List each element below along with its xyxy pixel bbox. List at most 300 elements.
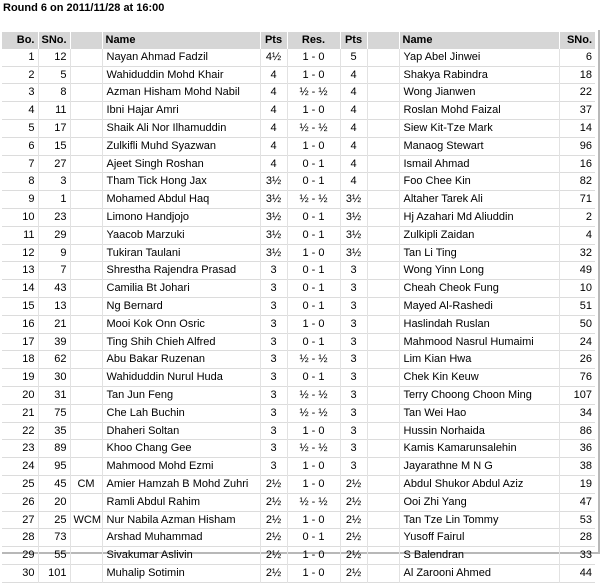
- start-number-2-cell: 107: [559, 386, 595, 404]
- col-header-pts-2[interactable]: Pts: [340, 32, 367, 49]
- start-number-cell: 1: [38, 191, 70, 209]
- player-name-cell: Amier Hamzah B Mohd Zuhri: [102, 475, 260, 493]
- board-number-cell: 10: [22, 210, 35, 223]
- points-cell: 3: [260, 315, 287, 333]
- points-2-cell: 3: [340, 386, 367, 404]
- start-number-2-cell: 18: [559, 66, 595, 84]
- table-row: [2, 547, 595, 565]
- result-cell: 0 - 1: [287, 369, 340, 387]
- start-number-2-cell: 14: [559, 119, 595, 137]
- player-title-2-cell: [367, 49, 399, 66]
- player-title-2-cell: [367, 191, 399, 209]
- player-name-2-cell: Hussin Norhaida: [399, 422, 559, 440]
- start-number-cell: 31: [38, 386, 70, 404]
- points-cell: 4: [260, 119, 287, 137]
- player-name-cell: Sivakumar Aslivin: [102, 547, 260, 565]
- start-number-cell: 75: [38, 404, 70, 422]
- table-row: [2, 262, 595, 280]
- player-name-2-cell: Mayed Al-Rashedi: [399, 297, 559, 315]
- points-2-cell: 2½: [340, 475, 367, 493]
- table-row: [2, 280, 595, 298]
- board-number-cell: 16: [22, 317, 35, 330]
- start-number-2-cell: 19: [559, 475, 595, 493]
- player-name-2-cell: Tan Li Ting: [399, 244, 559, 262]
- start-number-2-cell: 26: [559, 351, 595, 369]
- table-row: [2, 351, 595, 369]
- points-2-cell: 3: [340, 297, 367, 315]
- player-name-cell: Khoo Chang Gee: [102, 440, 260, 458]
- table-row: [2, 84, 595, 102]
- player-name-2-cell: Mahmood Nasrul Humaimi: [399, 333, 559, 351]
- points-cell: 3: [260, 280, 287, 298]
- player-name-cell: Ting Shih Chieh Alfred: [102, 333, 260, 351]
- start-number-cell: 7: [38, 262, 70, 280]
- points-cell: 2½: [260, 547, 287, 565]
- points-2-cell: 4: [340, 119, 367, 137]
- col-header-title-2[interactable]: [367, 32, 399, 49]
- start-number-2-cell: 47: [559, 493, 595, 511]
- board-number-cell: 8: [28, 175, 35, 188]
- points-cell: 3: [260, 262, 287, 280]
- player-title-cell: [70, 351, 102, 369]
- points-2-cell: 3½: [340, 208, 367, 226]
- table-row: [2, 529, 595, 547]
- points-cell: 4½: [260, 49, 287, 66]
- player-title-cell: [70, 404, 102, 422]
- start-number-2-cell: 82: [559, 173, 595, 191]
- player-title-2-cell: [367, 66, 399, 84]
- board-number-cell: 1: [28, 50, 35, 63]
- player-name-cell: Mohamed Abdul Haq: [102, 191, 260, 209]
- player-title-cell: [70, 49, 102, 66]
- player-title-2-cell: [367, 529, 399, 547]
- col-header-name[interactable]: Name: [102, 32, 260, 49]
- start-number-2-cell: 38: [559, 458, 595, 476]
- points-cell: 3: [260, 404, 287, 422]
- points-cell: 3½: [260, 244, 287, 262]
- player-title-cell: [70, 137, 102, 155]
- points-2-cell: 3: [340, 333, 367, 351]
- player-name-cell: Shaik Ali Nor Ilhamuddin: [102, 119, 260, 137]
- player-title-2-cell: [367, 244, 399, 262]
- player-name-2-cell: Abdul Shukor Abdul Aziz: [399, 475, 559, 493]
- table-row: [2, 155, 595, 173]
- col-header-title[interactable]: [70, 32, 102, 49]
- points-cell: 3: [260, 297, 287, 315]
- start-number-2-cell: 2: [559, 208, 595, 226]
- start-number-2-cell: 24: [559, 333, 595, 351]
- points-2-cell: 3: [340, 351, 367, 369]
- start-number-2-cell: 53: [559, 511, 595, 529]
- points-2-cell: 4: [340, 66, 367, 84]
- player-title-cell: [70, 208, 102, 226]
- board-number-cell: 17: [22, 335, 35, 348]
- table-row: [2, 511, 595, 529]
- board-number-cell: 2: [28, 68, 35, 81]
- start-number-cell: 3: [38, 173, 70, 191]
- points-2-cell: 3: [340, 315, 367, 333]
- player-title-cell: WCM: [70, 511, 102, 529]
- player-title-cell: [70, 119, 102, 137]
- start-number-cell: 55: [38, 547, 70, 565]
- player-name-cell: Tan Jun Feng: [102, 386, 260, 404]
- player-name-cell: Limono Handjojo: [102, 208, 260, 226]
- board-number-cell: 12: [22, 246, 35, 259]
- header-row: [2, 32, 595, 49]
- start-number-2-cell: 36: [559, 440, 595, 458]
- start-number-cell: 11: [38, 102, 70, 120]
- points-cell: 4: [260, 137, 287, 155]
- player-title-2-cell: [367, 173, 399, 191]
- table-row: [2, 49, 595, 66]
- result-cell: 0 - 1: [287, 297, 340, 315]
- points-cell: 3: [260, 351, 287, 369]
- table-row: [2, 191, 595, 209]
- player-title-2-cell: [367, 547, 399, 565]
- player-name-cell: Muhalip Sotimin: [102, 564, 260, 582]
- points-2-cell: 3½: [340, 226, 367, 244]
- player-title-2-cell: [367, 297, 399, 315]
- player-name-cell: Mahmood Mohd Ezmi: [102, 458, 260, 476]
- player-name-2-cell: Shakya Rabindra: [399, 66, 559, 84]
- player-title-cell: [70, 102, 102, 120]
- start-number-cell: 89: [38, 440, 70, 458]
- player-name-2-cell: Wong Yinn Long: [399, 262, 559, 280]
- col-header-sno[interactable]: SNo.: [38, 32, 70, 49]
- player-name-2-cell: Manaog Stewart: [399, 137, 559, 155]
- player-name-cell: Mooi Kok Onn Osric: [102, 315, 260, 333]
- start-number-cell: 17: [38, 119, 70, 137]
- start-number-cell: 20: [38, 493, 70, 511]
- points-2-cell: 4: [340, 84, 367, 102]
- table-row: [2, 386, 595, 404]
- player-title-2-cell: [367, 84, 399, 102]
- points-2-cell: 3: [340, 422, 367, 440]
- table-row: [2, 315, 595, 333]
- player-title-cell: [70, 564, 102, 582]
- start-number-2-cell: 4: [559, 226, 595, 244]
- col-header-pts[interactable]: Pts: [260, 32, 287, 49]
- table-row: [2, 226, 595, 244]
- result-cell: 0 - 1: [287, 173, 340, 191]
- start-number-2-cell: 32: [559, 244, 595, 262]
- start-number-2-cell: 34: [559, 404, 595, 422]
- result-cell: 0 - 1: [287, 529, 340, 547]
- result-cell: ½ - ½: [287, 191, 340, 209]
- player-name-2-cell: Ooi Zhi Yang: [399, 493, 559, 511]
- start-number-cell: 15: [38, 137, 70, 155]
- player-title-2-cell: [367, 280, 399, 298]
- board-number-cell: 3: [28, 86, 35, 99]
- player-name-cell: Camilia Bt Johari: [102, 280, 260, 298]
- start-number-cell: 43: [38, 280, 70, 298]
- start-number-2-cell: 71: [559, 191, 595, 209]
- player-title-2-cell: [367, 475, 399, 493]
- points-cell: 3: [260, 369, 287, 387]
- player-name-2-cell: Chek Kin Keuw: [399, 369, 559, 387]
- start-number-cell: 5: [38, 66, 70, 84]
- start-number-2-cell: 10: [559, 280, 595, 298]
- start-number-2-cell: 33: [559, 547, 595, 565]
- start-number-cell: 45: [38, 475, 70, 493]
- points-2-cell: 3: [340, 262, 367, 280]
- player-name-cell: Ibni Hajar Amri: [102, 102, 260, 120]
- player-name-cell: Zulkifli Muhd Syazwan: [102, 137, 260, 155]
- player-title-2-cell: [367, 102, 399, 120]
- player-title-cell: [70, 173, 102, 191]
- player-title-cell: [70, 369, 102, 387]
- player-name-2-cell: Kamis Kamarunsalehin: [399, 440, 559, 458]
- points-cell: 3: [260, 333, 287, 351]
- start-number-cell: 25: [38, 511, 70, 529]
- board-number-cell: 20: [22, 388, 35, 401]
- result-cell: ½ - ½: [287, 493, 340, 511]
- result-cell: 1 - 0: [287, 547, 340, 565]
- points-cell: 4: [260, 66, 287, 84]
- player-name-2-cell: Terry Choong Choon Ming: [399, 386, 559, 404]
- table-row: [2, 297, 595, 315]
- points-2-cell: 2½: [340, 529, 367, 547]
- result-cell: 0 - 1: [287, 280, 340, 298]
- points-cell: 2½: [260, 511, 287, 529]
- player-name-cell: Tukiran Taulani: [102, 244, 260, 262]
- player-title-2-cell: [367, 333, 399, 351]
- col-header-sno-2[interactable]: SNo.: [559, 32, 595, 49]
- result-cell: 0 - 1: [287, 155, 340, 173]
- start-number-2-cell: 49: [559, 262, 595, 280]
- board-number-cell: 26: [22, 495, 35, 508]
- start-number-cell: 62: [38, 351, 70, 369]
- player-name-cell: Che Lah Buchin: [102, 404, 260, 422]
- player-title-cell: [70, 458, 102, 476]
- start-number-cell: 8: [38, 84, 70, 102]
- result-cell: 1 - 0: [287, 315, 340, 333]
- start-number-cell: 39: [38, 333, 70, 351]
- result-cell: 0 - 1: [287, 333, 340, 351]
- player-title-cell: [70, 191, 102, 209]
- start-number-cell: 73: [38, 529, 70, 547]
- start-number-2-cell: 50: [559, 315, 595, 333]
- points-cell: 2½: [260, 493, 287, 511]
- player-title-cell: [70, 493, 102, 511]
- player-name-2-cell: Al Zarooni Ahmed: [399, 564, 559, 582]
- player-title-2-cell: [367, 137, 399, 155]
- result-cell: 1 - 0: [287, 564, 340, 582]
- result-cell: 1 - 0: [287, 102, 340, 120]
- pairings-table: [2, 32, 595, 583]
- points-2-cell: 3: [340, 369, 367, 387]
- points-2-cell: 5: [340, 49, 367, 66]
- player-title-cell: [70, 529, 102, 547]
- points-cell: 3½: [260, 173, 287, 191]
- points-2-cell: 2½: [340, 564, 367, 582]
- player-title-cell: [70, 297, 102, 315]
- board-number-cell: 11: [23, 228, 35, 241]
- table-row: [2, 173, 595, 191]
- col-header-name-2[interactable]: Name: [399, 32, 559, 49]
- table-row: [2, 475, 595, 493]
- result-cell: ½ - ½: [287, 119, 340, 137]
- table-row: [2, 102, 595, 120]
- points-2-cell: 2½: [340, 493, 367, 511]
- table-row: [2, 244, 595, 262]
- points-2-cell: 2½: [340, 511, 367, 529]
- col-header-board[interactable]: Bo.: [2, 32, 38, 49]
- player-title-cell: [70, 66, 102, 84]
- points-2-cell: 4: [340, 102, 367, 120]
- start-number-cell: 13: [38, 297, 70, 315]
- player-name-2-cell: Siew Kit-Tze Mark: [399, 119, 559, 137]
- player-name-cell: Nayan Ahmad Fadzil: [102, 49, 260, 66]
- points-cell: 3: [260, 458, 287, 476]
- result-cell: 1 - 0: [287, 475, 340, 493]
- points-2-cell: 3: [340, 458, 367, 476]
- board-number-cell: 15: [22, 299, 35, 312]
- start-number-2-cell: 51: [559, 297, 595, 315]
- player-title-2-cell: [367, 386, 399, 404]
- board-number-cell: 6: [28, 139, 35, 152]
- points-cell: 2½: [260, 529, 287, 547]
- points-cell: 4: [260, 102, 287, 120]
- player-title-2-cell: [367, 564, 399, 582]
- points-2-cell: 3: [340, 440, 367, 458]
- player-title-2-cell: [367, 493, 399, 511]
- player-title-cell: [70, 280, 102, 298]
- start-number-2-cell: 76: [559, 369, 595, 387]
- table-row: [2, 119, 595, 137]
- player-name-2-cell: Hj Azahari Md Aliuddin: [399, 208, 559, 226]
- player-title-2-cell: [367, 369, 399, 387]
- player-title-2-cell: [367, 262, 399, 280]
- player-title-cell: [70, 333, 102, 351]
- board-number-cell: 5: [28, 121, 35, 134]
- table-row: [2, 458, 595, 476]
- player-title-2-cell: [367, 511, 399, 529]
- player-name-cell: Ng Bernard: [102, 297, 260, 315]
- result-cell: 1 - 0: [287, 244, 340, 262]
- points-cell: 3: [260, 386, 287, 404]
- table-row: [2, 66, 595, 84]
- start-number-cell: 9: [38, 244, 70, 262]
- start-number-cell: 101: [38, 564, 70, 582]
- table-row: [2, 493, 595, 511]
- result-cell: 0 - 1: [287, 208, 340, 226]
- points-cell: 4: [260, 155, 287, 173]
- player-title-2-cell: [367, 422, 399, 440]
- points-2-cell: 3½: [340, 244, 367, 262]
- points-cell: 2½: [260, 475, 287, 493]
- result-cell: ½ - ½: [287, 440, 340, 458]
- player-title-cell: [70, 547, 102, 565]
- player-name-2-cell: Tan Tze Lin Tommy: [399, 511, 559, 529]
- player-name-cell: Ajeet Singh Roshan: [102, 155, 260, 173]
- player-name-cell: Yaacob Marzuki: [102, 226, 260, 244]
- player-name-2-cell: Haslindah Ruslan: [399, 315, 559, 333]
- player-title-2-cell: [367, 315, 399, 333]
- player-name-2-cell: Tan Wei Hao: [399, 404, 559, 422]
- table-row: [2, 564, 595, 582]
- player-title-2-cell: [367, 440, 399, 458]
- player-title-cell: [70, 440, 102, 458]
- table-row: [2, 333, 595, 351]
- result-cell: 1 - 0: [287, 458, 340, 476]
- result-cell: 0 - 1: [287, 226, 340, 244]
- start-number-2-cell: 6: [559, 49, 595, 66]
- player-title-cell: [70, 244, 102, 262]
- start-number-cell: 12: [38, 49, 70, 66]
- board-number-cell: 22: [22, 424, 35, 437]
- player-title-2-cell: [367, 351, 399, 369]
- start-number-2-cell: 96: [559, 137, 595, 155]
- board-number-cell: 24: [22, 460, 35, 473]
- player-name-2-cell: Zulkipli Zaidan: [399, 226, 559, 244]
- points-2-cell: 3: [340, 404, 367, 422]
- table-row: [2, 137, 595, 155]
- board-number-cell: 30: [22, 566, 35, 579]
- start-number-cell: 21: [38, 315, 70, 333]
- result-cell: ½ - ½: [287, 404, 340, 422]
- points-cell: 3: [260, 422, 287, 440]
- points-2-cell: 2½: [340, 547, 367, 565]
- start-number-cell: 35: [38, 422, 70, 440]
- player-name-2-cell: Lim Kian Hwa: [399, 351, 559, 369]
- player-title-2-cell: [367, 208, 399, 226]
- player-name-cell: Wahiduddin Nurul Huda: [102, 369, 260, 387]
- start-number-cell: 27: [38, 155, 70, 173]
- player-title-cell: [70, 315, 102, 333]
- player-title-cell: [70, 155, 102, 173]
- player-name-2-cell: Roslan Mohd Faizal: [399, 102, 559, 120]
- player-name-cell: Azman Hisham Mohd Nabil: [102, 84, 260, 102]
- board-number-cell: 25: [22, 477, 35, 490]
- player-name-cell: Abu Bakar Ruzenan: [102, 351, 260, 369]
- player-name-2-cell: Ismail Ahmad: [399, 155, 559, 173]
- points-2-cell: 4: [340, 173, 367, 191]
- result-cell: 1 - 0: [287, 422, 340, 440]
- board-number-cell: 19: [22, 371, 35, 384]
- points-cell: 4: [260, 84, 287, 102]
- player-title-2-cell: [367, 155, 399, 173]
- col-header-result[interactable]: Res.: [287, 32, 340, 49]
- player-title-2-cell: [367, 458, 399, 476]
- player-name-cell: Arshad Muhammad: [102, 529, 260, 547]
- start-number-2-cell: 28: [559, 529, 595, 547]
- result-cell: ½ - ½: [287, 351, 340, 369]
- player-title-cell: [70, 226, 102, 244]
- player-title-cell: [70, 422, 102, 440]
- points-cell: 2½: [260, 564, 287, 582]
- start-number-2-cell: 86: [559, 422, 595, 440]
- board-number-cell: 27: [22, 513, 35, 526]
- result-cell: 1 - 0: [287, 49, 340, 66]
- board-number-cell: 14: [22, 282, 35, 295]
- result-cell: ½ - ½: [287, 84, 340, 102]
- points-2-cell: 4: [340, 155, 367, 173]
- player-name-2-cell: Yusoff Fairul: [399, 529, 559, 547]
- start-number-cell: 23: [38, 208, 70, 226]
- player-title-2-cell: [367, 404, 399, 422]
- player-name-2-cell: Foo Chee Kin: [399, 173, 559, 191]
- start-number-2-cell: 22: [559, 84, 595, 102]
- points-2-cell: 3½: [340, 191, 367, 209]
- player-name-2-cell: Cheah Cheok Fung: [399, 280, 559, 298]
- board-number-cell: 23: [22, 442, 35, 455]
- points-2-cell: 4: [340, 137, 367, 155]
- result-cell: 1 - 0: [287, 511, 340, 529]
- board-number-cell: 7: [28, 157, 35, 170]
- player-name-cell: Shrestha Rajendra Prasad: [102, 262, 260, 280]
- points-cell: 3½: [260, 191, 287, 209]
